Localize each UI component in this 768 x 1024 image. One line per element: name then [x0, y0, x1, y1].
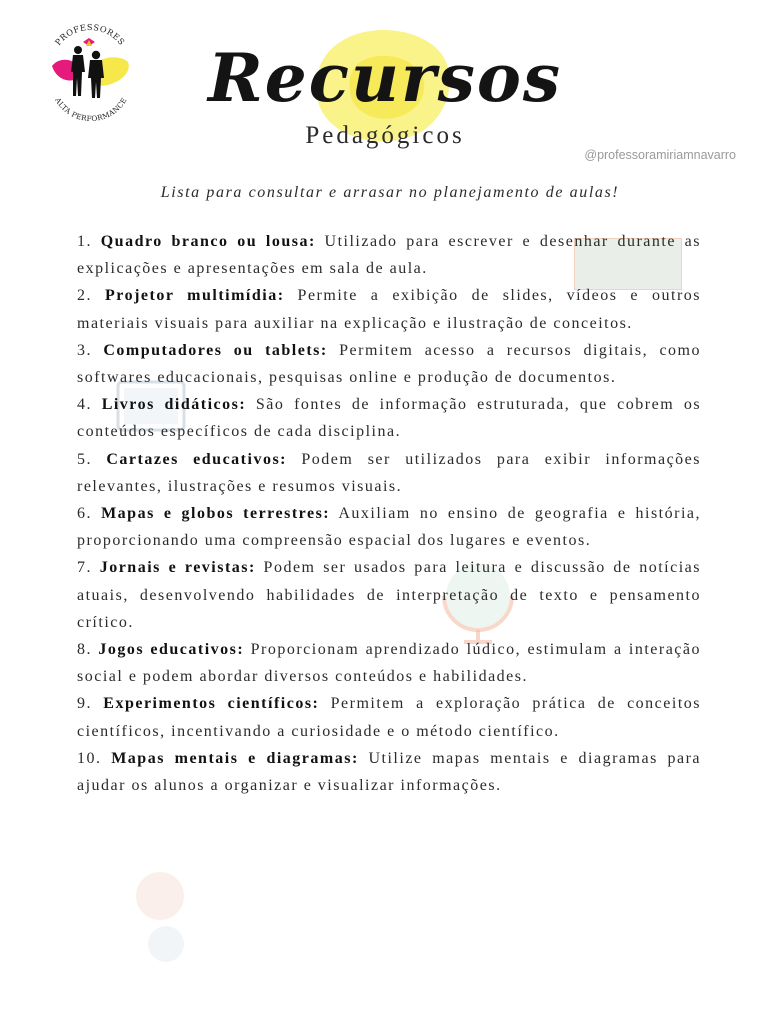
- list-item: [77, 500, 701, 554]
- resource-list: [77, 228, 701, 799]
- list-item: [77, 228, 701, 282]
- professores-alta-performance-logo: [40, 22, 140, 122]
- list-item: [77, 745, 701, 799]
- item-description: Permitem a exploração prática de conceitos científicos, incentivando a curiosidade e o método científico.: [77, 695, 702, 740]
- list-item: [77, 282, 701, 336]
- item-term: Livros didáticos:: [101, 396, 247, 414]
- list-item: [77, 636, 701, 690]
- page-subtitle: Pedagógicos: [305, 122, 465, 149]
- item-number: 7.: [77, 559, 92, 577]
- author-handle: @professoramiriamnavarro: [584, 148, 736, 162]
- item-description: Proporcionam aprendizado lúdico, estimulam a interação social e podem abordar diversos conteúdos e habilidades.: [77, 641, 702, 686]
- item-term: Jogos educativos:: [98, 641, 245, 659]
- item-description: Podem ser utilizados para exibir informações relevantes, ilustrações e resumos visuais.: [77, 450, 701, 495]
- item-term: Experimentos científicos:: [103, 695, 320, 713]
- list-item: [77, 690, 701, 744]
- page-title: Recursos: [207, 39, 563, 117]
- item-number: 4.: [77, 396, 92, 414]
- item-description: Podem ser usados para leitura e discussão de notícias atuais, desenvolvendo habilidades de interpretação de texto e pensamento crítico.: [77, 559, 701, 631]
- item-number: 1.: [77, 233, 92, 250]
- list-item: [77, 337, 701, 391]
- item-description: Permite a exibição de slides, vídeos e outros materiais visuais para auxiliar na explicação e ilustração de conceitos.: [77, 287, 702, 332]
- item-number: 5.: [77, 450, 92, 468]
- item-number: 2.: [77, 287, 92, 305]
- item-number: 3.: [77, 341, 92, 359]
- item-term: Jornais e revistas:: [99, 559, 256, 577]
- item-description: Utilize mapas mentais e diagramas para ajudar os alunos a organizar e visualizar informações.: [77, 749, 702, 795]
- item-term: Computadores ou tablets:: [103, 341, 328, 359]
- item-number: 10.: [77, 749, 102, 767]
- item-description: Auxiliam no ensino de geografia e história, proporcionando uma compreensão espacial dos lugares e eventos.: [77, 505, 701, 550]
- tagline: Lista para consultar e arrasar no planejamento de aulas!: [160, 184, 620, 201]
- item-term: Mapas mentais e diagramas:: [111, 749, 359, 767]
- item-term: Cartazes educativos:: [106, 450, 287, 468]
- list-item: [77, 446, 701, 500]
- item-term: Projetor multimídia:: [105, 287, 285, 305]
- svg-text:ALTA PERFORMANCE: ALTA PERFORMANCE: [53, 95, 129, 122]
- list-item: [77, 554, 701, 636]
- item-description: Permitem acesso a recursos digitais, como softwares educacionais, pesquisas online e produção de documentos.: [77, 341, 702, 387]
- item-description: São fontes de informação estruturada, que cobrem os conteúdos específicos de cada disciplina.: [77, 396, 702, 441]
- item-number: 8.: [77, 641, 92, 659]
- item-term: Mapas e globos terrestres:: [101, 505, 331, 523]
- item-number: 9.: [77, 695, 92, 713]
- svg-text:PROFESSORES: PROFESSORES: [52, 22, 128, 48]
- item-description: Utilizado para escrever e desenhar durante as explicações e apresentações em sala de aula.: [77, 233, 702, 278]
- mind-map-illustration: [120, 866, 206, 966]
- item-number: 6.: [77, 505, 92, 523]
- item-term: Quadro branco ou lousa:: [100, 233, 316, 250]
- list-item: [77, 391, 701, 445]
